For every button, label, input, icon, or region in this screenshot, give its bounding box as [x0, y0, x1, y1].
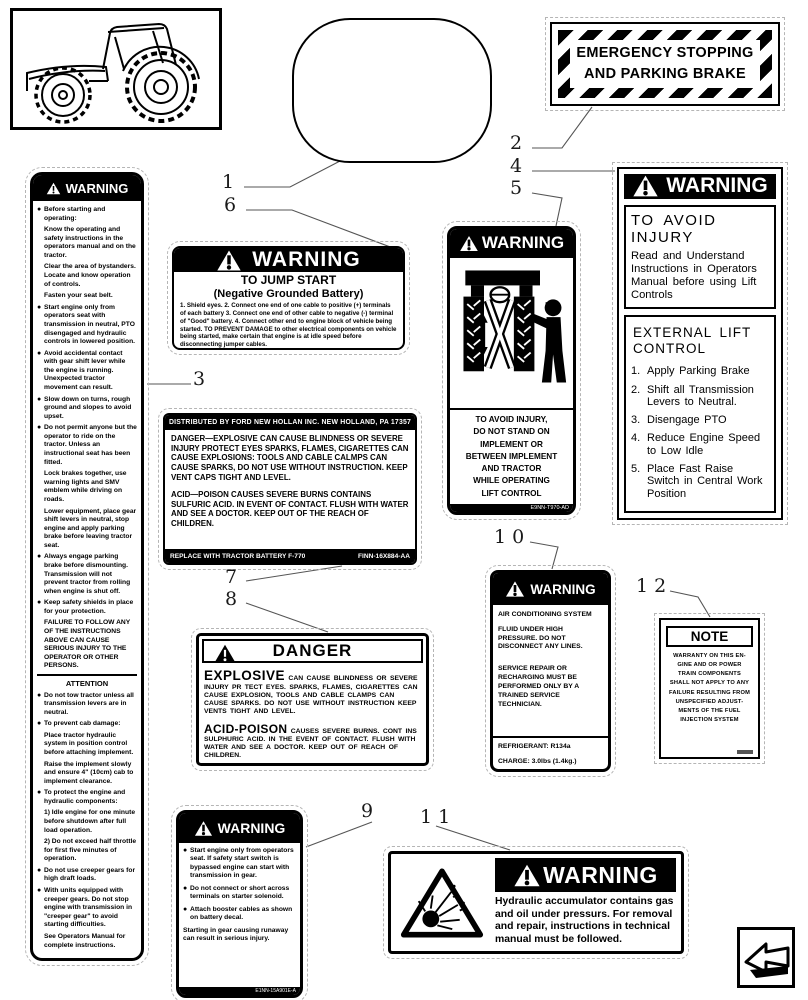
warning-header-text: WARNING [65, 180, 129, 196]
note-line: MENTS OF THE FUEL [678, 707, 741, 714]
callout-1: 1 [222, 171, 235, 193]
warning-item [37, 599, 137, 616]
attention-item-text: To protect the engine and hydraulic components: [44, 789, 126, 805]
warning-item [183, 885, 296, 902]
label-part-code: E1NN-15A901E-A [179, 987, 300, 995]
lift-warning-line: LIFT CONTROL [481, 488, 542, 498]
explosive-paragraph [204, 668, 421, 716]
warning-header-text: WARNING [530, 581, 596, 597]
warning-item [37, 304, 137, 347]
explosion-triangle-icon [400, 864, 484, 942]
bullet-glyph: ● [37, 303, 42, 311]
warning-triangle-icon [459, 235, 479, 252]
bullet-glyph [37, 292, 44, 301]
bullet-glyph: ● [37, 424, 42, 432]
lift-steps-list [631, 365, 769, 500]
bullet-glyph [37, 809, 44, 835]
bullet-glyph: ● [183, 847, 188, 854]
external-lift-control-label [617, 167, 783, 520]
refrigerant-value: REFRIGERANT: R134a [498, 743, 571, 750]
ac-system-line: AIR CONDITIONING SYSTEM [498, 611, 592, 618]
warning-header [450, 229, 573, 258]
lift-warning-line: TO AVOID INJURY, [475, 414, 548, 424]
danger-title: DANGER [272, 641, 353, 660]
bullet-glyph: ● [37, 866, 42, 874]
attention-item [37, 789, 137, 806]
attention-title: ATTENTION [65, 678, 109, 688]
warning-item [37, 350, 137, 393]
attention-item [37, 761, 137, 787]
attention-item-text: To prevent cab damage: [44, 720, 121, 728]
callout-4: 4 [510, 155, 523, 177]
warning-header-text: WARNING [481, 233, 565, 253]
battery-label-body [165, 430, 415, 549]
callout-11: 1 1 [420, 806, 451, 828]
bullet-glyph: ● [37, 720, 42, 728]
warning-header [495, 858, 676, 892]
callout-10: 1 0 [494, 526, 525, 548]
starter-warning-body [179, 843, 300, 987]
attention-item-text: With units equipped with creeper gears. Do not stop engine with transmission in "creeper gear" to avoid starting difficulties. [44, 887, 133, 929]
attention-item-text: Do not use creeper gears for high draft loads. [44, 866, 136, 883]
warning-header [174, 248, 403, 272]
note-line: TRAIN COMPONENTS [678, 671, 741, 678]
warning-item [37, 292, 137, 301]
accumulator-body: Hydraulic accumulator contains gas and oil under pressurs. For removal and repair, instructions in technical manual must be followed. [495, 896, 674, 946]
warning-triangle-icon [513, 863, 541, 888]
callout-5: 5 [510, 177, 523, 199]
warning-item [37, 396, 137, 422]
warning-header-text: WARNING [666, 174, 768, 198]
warning-item-text: Attach booster cables as shown on battery decal. [190, 905, 293, 922]
danger-body [202, 663, 423, 760]
tractor-icon [13, 11, 219, 127]
attention-item [37, 732, 137, 758]
bullet-glyph [37, 933, 44, 950]
lift-step [631, 414, 769, 426]
note-line: GINE AND OR POWER [677, 662, 742, 669]
callout-3: 3 [193, 368, 206, 390]
warning-item-text: Before starting and operating: [44, 206, 106, 222]
attention-item-text: Do not tow tractor unless all transmission levers are in neutral. [44, 691, 134, 716]
operator-warning-body [33, 201, 141, 955]
bullet-glyph: ● [183, 905, 188, 913]
acid-rest: CAUSES SEVERE BURNS. CONT INS SULPHURIC ACID. IN THE EVENT OF CONTACT. FLUSH WITH WATER AND SEE A DOCTOR. KEEP OUT OF REACH OF CHILDREN. [204, 727, 417, 760]
warning-item-text: Avoid accidental contact with gear shift lever while the engine is running. Unexpected tractor movement can result. [44, 349, 126, 391]
danger-label [196, 633, 429, 766]
air-conditioning-warning-label [490, 570, 611, 772]
note-line: SHALL NOT APPLY TO ANY [669, 680, 750, 687]
step-number: 1. [631, 365, 641, 378]
warning-triangle-icon [505, 580, 525, 598]
avoid-injury-title: TO AVOID INJURY [631, 211, 717, 246]
lift-warning-line: WHILE OPERATING [473, 476, 550, 486]
warning-item-text: Keep safety shields in place for your protection. [44, 599, 134, 615]
bullet-glyph [37, 508, 44, 551]
step-text: Shift all Transmission Levers to Neutral. [647, 383, 754, 408]
battery-acid-paragraph: ACID—POISON CAUSES SEVERE BURNS CONTAINS SULFURIC ACID. IN EVENT OF CONTACT. FLUSH WITH WATER AND SEE A DOCTOR. KEEP OUT OF THE REACH OF CHILDREN. [171, 490, 409, 529]
step-text: Disengage PTO [647, 414, 727, 427]
engine-warranty-note-label [659, 618, 760, 759]
ac-body [493, 605, 608, 736]
warning-header [33, 175, 141, 201]
warning-item-text: Slow down on turns, rough ground and slopes to avoid upset. [44, 395, 132, 420]
warning-item [37, 424, 137, 467]
attention-item-text: Place tractor hydraulic system in position control before attaching implement. [44, 731, 134, 756]
step-text: Place Fast Raise Switch in Central Work Position [647, 463, 763, 500]
warning-triangle-icon [632, 174, 659, 198]
lift-warning-text [450, 410, 573, 504]
bullet-glyph: ● [37, 887, 42, 895]
charge-value: CHARGE: 3.0lbs (1.4kg.) [498, 758, 577, 765]
note-line: FAILURE RESULTING FROM [668, 689, 751, 696]
lift-step [631, 463, 769, 500]
ac-footer [493, 736, 608, 769]
emergency-label-line1: EMERGENCY STOPPING [576, 44, 754, 61]
warning-triangle-icon [46, 182, 61, 195]
hydraulic-accumulator-label [388, 851, 684, 954]
warning-header-text: WARNING [252, 248, 361, 271]
warning-triangle-icon [194, 820, 213, 837]
warning-item [183, 906, 296, 923]
step-number: 2. [631, 383, 641, 396]
ac-service-line: SERVICE REPAIR OR RECHARGING MUST BE PERFORMED ONLY BY A TRAINED SERVICE TECHNICIAN. [498, 665, 579, 708]
note-lines [666, 652, 753, 725]
callout-9: 9 [361, 800, 374, 822]
warning-item-text: FAILURE TO FOLLOW ANY OF THE INSTRUCTIONS ABOVE CAN CAUSE SERIOUS INJURY TO THE OPERATOR OR OTHER PERSONS. [44, 619, 131, 670]
callout-7: 7 [225, 566, 238, 588]
lift-warning-line: AND TRACTOR [481, 464, 542, 474]
jump-start-instructions: 1. Shield eyes. 2. Connect one end of one cable to positive (+) terminals of each battery 3. Connect one end of other cable to negative (-) terminal of "Good" battery. 4. Connect other end to engine block of vehicle being started. TO PREVENT DAMAGE to other electrical components on vehicle being started, make certain that engine is at idle speed before disconnecting jumper cables. [180, 302, 397, 349]
lift-warning-line: IMPLEMENT OR [480, 439, 543, 449]
danger-triangle-icon [214, 644, 236, 663]
label-part-code: E9NN-T970-AD [450, 504, 573, 512]
attention-item [37, 720, 137, 729]
ac-pressure-line: FLUID UNDER HIGH PRESSURE. DO NOT DISCONNECT ANY LINES. [498, 625, 583, 651]
warning-item-text: Start engine only from operators seat with transmission in neutral, PTO disengaged and hydraulic controls in lowered position. [44, 303, 136, 346]
callout-2: 2 [510, 132, 523, 154]
attention-item [37, 867, 137, 884]
warning-item [37, 206, 137, 223]
starter-warning-list [183, 847, 296, 923]
bullet-glyph [37, 619, 44, 670]
attention-item-text: 1) Idle engine for one minute before shutdown after full load operation. [44, 809, 136, 834]
warning-header [624, 174, 776, 199]
attention-item [37, 887, 137, 930]
callout-8: 8 [225, 588, 238, 610]
note-body [666, 652, 753, 750]
note-title: NOTE [666, 626, 753, 647]
warning-item-text: Clear the area of bystanders. Locate and know operation of controls. [44, 263, 136, 288]
battery-danger-label [163, 413, 417, 565]
warning-item-text: Do not permit anyone but the operator to ride on the tractor. Unless an instructional seat has been fitted. [44, 424, 137, 466]
tractor-illustration-box [10, 8, 222, 130]
starter-warning-label [176, 810, 303, 998]
bullet-glyph: ● [37, 553, 42, 561]
bullet-glyph [37, 263, 44, 289]
step-number: 3. [631, 414, 641, 427]
lift-warning-line: DO NOT STAND ON [473, 427, 550, 437]
warning-header [493, 573, 608, 605]
jump-start-body [174, 272, 403, 350]
warning-item [37, 226, 137, 260]
lift-control-warning-label [447, 226, 576, 515]
warning-item-text: Start engine only from operators seat. If safety start switch is bypassed engine can start with transmission in gear. [190, 847, 294, 880]
bullet-glyph: ● [183, 884, 188, 892]
note-line: WARRANTY ON THIS EN- [673, 653, 746, 659]
jump-start-subtitle: (Negative Grounded Battery) [213, 287, 364, 300]
jump-start-label [172, 246, 405, 350]
note-line: UNSPECIFIED ADJUST- [675, 698, 744, 705]
attention-item [37, 692, 137, 718]
attention-item-text: See Operators Manual for complete instructions. [44, 932, 126, 949]
attention-item-list [37, 692, 137, 951]
callout-12: 1 2 [636, 575, 667, 597]
warning-item [183, 847, 296, 881]
do-not-stand-pictogram-icon [456, 263, 568, 403]
lift-warning-lines [452, 414, 571, 500]
bullet-glyph [37, 838, 44, 864]
avoid-injury-section [624, 205, 776, 309]
bullet-glyph [37, 732, 44, 758]
attention-item [37, 933, 137, 950]
starter-warning-footer: Starting in gear causing runaway can result in serious injury. [183, 926, 289, 942]
bullet-glyph: ● [37, 599, 42, 607]
emergency-brake-label [550, 22, 780, 106]
acid-paragraph [204, 722, 421, 760]
warning-item [37, 553, 137, 596]
warning-header-text: WARNING [543, 861, 658, 888]
avoid-injury-body: Read and Understand Instructions in Operators Manual before using Lift Controls [631, 249, 757, 301]
bullet-glyph: ● [37, 691, 42, 699]
bullet-glyph: ● [37, 395, 42, 403]
attention-section [37, 674, 137, 950]
warning-header [179, 813, 300, 843]
arrow-icon [740, 932, 792, 984]
emergency-label-line2: AND PARKING BRAKE [584, 66, 746, 82]
explosive-rest: CAN CAUSE BLINDNESS OR SEVERE INJURY PR TECT EYES. SPARKS, FLAMES, CIGARETTES CAN CAUSE EXPLOSION, TOOLS AND CABLE CLAMPS CAN CAUSE SPARKS. DO NOT USE WITHOUT INSTRUCTION KEEP VENTS TIGHT AND LEVEL. [204, 675, 418, 715]
danger-header [202, 639, 423, 663]
battery-replace-text: REPLACE WITH TRACTOR BATTERY F-770 [170, 552, 306, 560]
warning-item-text: Lower equipment, place gear shift levers in neutral, stop engine and apply parking brake before leaving tractor seat. [44, 507, 137, 549]
step-text: Apply Parking Brake [647, 365, 750, 378]
implement-pictogram [450, 258, 573, 410]
bullet-glyph [37, 761, 44, 787]
attention-item-text: Raise the implement slowly and ensure 4" (10cm) cab to implement clearance. [44, 760, 134, 785]
lift-step [631, 432, 769, 457]
warning-item [37, 470, 137, 504]
warning-item [37, 619, 137, 670]
external-lift-section [624, 315, 776, 513]
lift-step [631, 384, 769, 409]
warning-item-text: Fasten your seat belt. [44, 292, 113, 300]
warning-triangle-icon [216, 249, 242, 272]
warning-item-text: Always engage parking brake before dismounting. Transmission will not prevent tractor from rolling when engine is shut off. [44, 553, 131, 595]
glass-decal-outline [292, 18, 492, 163]
bullet-glyph [37, 226, 44, 260]
hazard-stripe-border [558, 30, 772, 98]
lift-warning-line: BETWEEN IMPLEMENT [465, 451, 558, 461]
warning-item [37, 263, 137, 289]
warning-header-text: WARNING [217, 820, 286, 836]
external-lift-title: EXTERNAL LIFT CONTROL [633, 324, 752, 356]
warning-item-list [37, 206, 137, 671]
callout-6: 6 [224, 194, 237, 216]
bullet-glyph: ● [37, 789, 42, 797]
attention-item [37, 809, 137, 835]
battery-label-footer [165, 549, 415, 563]
warning-item-text: Know the operating and safety instructions in the operators manual and on the tractor. [44, 226, 136, 259]
illegible-part-code [737, 750, 753, 754]
step-text: Reduce Engine Speed to Low Idle [647, 432, 761, 457]
note-line: INJECTION SYSTEM [680, 716, 739, 723]
operator-warning-label [30, 172, 144, 961]
explosive-lead: EXPLOSIVE [204, 668, 286, 683]
label-part-code: FINN-16X884-AA [357, 552, 410, 560]
jump-start-title: TO JUMP START [240, 273, 337, 287]
step-number: 5. [631, 463, 641, 476]
lift-step [631, 365, 769, 377]
bullet-glyph: ● [37, 206, 42, 213]
attention-item-text: 2) Do not exceed half throttle for first five minutes of operation. [44, 838, 137, 863]
warning-item-text: Lock brakes together, use warning lights and SMV emblem while driving on roads. [44, 470, 127, 503]
bullet-glyph: ● [37, 349, 42, 357]
page-turn-icon[interactable] [737, 927, 795, 988]
step-number: 4. [631, 432, 641, 445]
bullet-glyph [37, 470, 44, 504]
battery-label-header: DISTRIBUTED BY FORD NEW HOLLAN INC. NEW HOLLAND, PA 17357 [165, 415, 415, 430]
acid-lead: ACID-POISON [204, 721, 288, 736]
warning-item-text: Do not connect or short across terminals on starter solenoid. [190, 884, 290, 901]
warning-item [37, 508, 137, 551]
attention-item [37, 838, 137, 864]
explosion-pictogram [396, 858, 488, 947]
battery-danger-paragraph: DANGER—EXPLOSIVE CAN CAUSE BLINDNESS OR SEVERE INJURY PROTECT EYES SPARKS, FLAMES, CIGARETTES CAN CAUSE EXPLOSIONS: TOOLS AND CABLE CALMPS CAN CAUSE SPARKS, DO NOT USE WITHOUT INSTRUCTION. KEEP VENT CAPS TIGHT AND LEVEL. [171, 434, 409, 482]
